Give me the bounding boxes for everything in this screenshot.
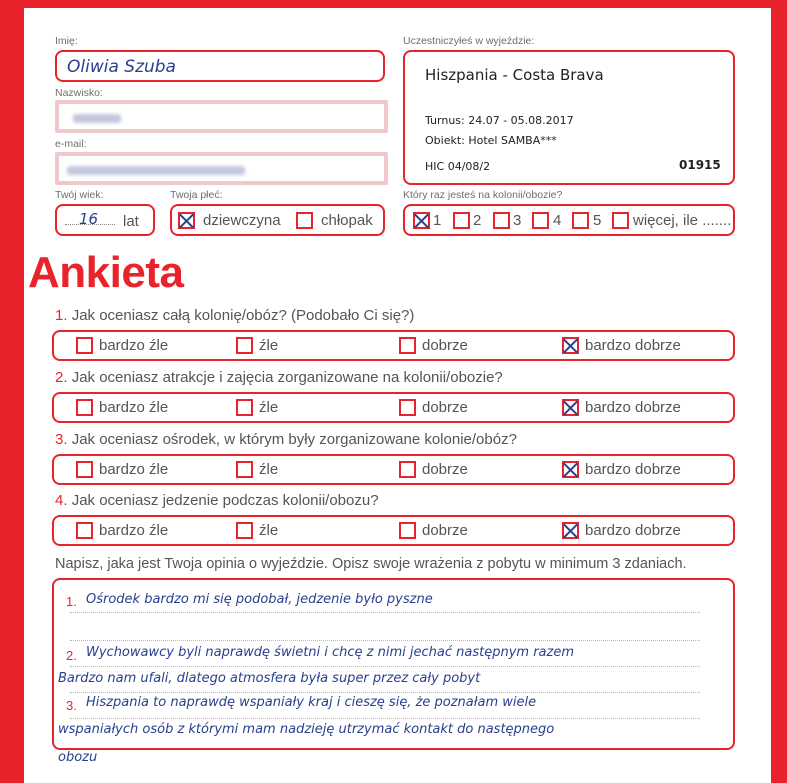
email-redacted [67,166,245,175]
first-name-label: Imię: [55,35,78,47]
question-1-option-1-label: bardzo źle [99,337,169,354]
opinion-number: 1. [66,594,77,609]
age-unit: lat [123,213,139,230]
question-4-text [55,492,379,509]
question-3-option-3-checkbox[interactable] [399,461,416,478]
question-3-answers [52,454,735,485]
question-number: 4. [55,492,68,509]
question-4-option-3-checkbox[interactable] [399,522,416,539]
frame-left [0,0,24,783]
gender-girl-label: dziewczyna [203,212,281,229]
surname-redacted [73,114,121,123]
question-label: Jak oceniasz atrakcje i zajęcia zorganizowane na kolonii/obozie? [71,369,503,386]
question-number: 3. [55,431,68,448]
question-1-option-4-label: bardzo dobrze [585,337,681,354]
question-1-option-4-checkbox[interactable] [562,337,579,354]
which-time-4-checkbox[interactable] [532,212,549,229]
question-3-option-3-label: dobrze [422,461,468,478]
trip-number: 01915 [679,158,721,172]
first-name-field[interactable] [55,50,385,82]
email-label: e-mail: [55,138,87,150]
which-time-1-label: 1 [433,212,442,229]
question-3-option-1-label: bardzo źle [99,461,169,478]
opinion-prompt: Napisz, jaka jest Twoja opinia o wyjeździe. Opisz swoje wrażenia z pobytu w minimum 3 zdaniach. [55,556,687,572]
question-2-option-1-label: bardzo źle [99,399,169,416]
question-1-option-3-label: dobrze [422,337,468,354]
question-4-option-2-label: źle [259,522,279,539]
which-time-1-checkbox[interactable] [413,212,430,229]
which-time-3-checkbox[interactable] [493,212,510,229]
which-time-2-label: 2 [473,212,482,229]
question-2-answers [52,392,735,423]
question-3-option-1-checkbox[interactable] [76,461,93,478]
first-name-value: Oliwia Szuba [67,57,176,77]
opinion-line: Hiszpania to naprawdę wspaniały kraj i cieszę się, że poznałam wiele [86,695,537,710]
opinion-line: Ośrodek bardzo mi się podobał, jedzenie było pyszne [86,592,433,607]
ruled-line [70,718,700,719]
question-3-option-2-checkbox[interactable] [236,461,253,478]
question-4-answers [52,515,735,546]
question-4-option-4-label: bardzo dobrze [585,522,681,539]
which-time-5-checkbox[interactable] [572,212,589,229]
question-1-option-1-checkbox[interactable] [76,337,93,354]
which-time-field [403,204,735,236]
age-field[interactable] [55,204,155,236]
surname-label: Nazwisko: [55,87,103,99]
question-4-option-3-label: dobrze [422,522,468,539]
question-4-option-1-label: bardzo źle [99,522,169,539]
ruled-line [70,692,700,693]
question-2-option-2-label: źle [259,399,279,416]
trip-box [403,50,735,185]
question-1-option-3-checkbox[interactable] [399,337,416,354]
question-label: Jak oceniasz całą kolonię/obóz? (Podobało Ci się?) [71,307,415,324]
which-time-3-label: 3 [513,212,522,229]
question-1-option-2-label: źle [259,337,279,354]
opinion-number: 3. [66,698,77,713]
question-label: Jak oceniasz ośrodek, w którym były zorganizowane kolonie/obóz? [71,431,517,448]
gender-field [170,204,385,236]
question-number: 1. [55,307,68,324]
age-label: Twój wiek: [55,189,104,201]
trip-code: HIC 04/08/2 [425,160,491,173]
question-2-text [55,369,503,386]
frame-right [771,0,787,783]
frame-top [0,0,787,8]
question-4-option-2-checkbox[interactable] [236,522,253,539]
gender-boy-label: chłopak [321,212,373,229]
question-2-option-2-checkbox[interactable] [236,399,253,416]
question-3-option-4-label: bardzo dobrze [585,461,681,478]
which-time-label: Który raz jesteś na kolonii/obozie? [403,189,563,201]
which-time-2-checkbox[interactable] [453,212,470,229]
which-time-more-checkbox[interactable] [612,212,629,229]
which-time-5-label: 5 [593,212,602,229]
gender-girl-checkbox[interactable] [178,212,195,229]
question-1-text [55,307,414,324]
question-3-option-4-checkbox[interactable] [562,461,579,478]
opinion-line: Bardzo nam ufali, dlatego atmosfera była super przez cały pobyt [58,671,481,686]
question-2-option-1-checkbox[interactable] [76,399,93,416]
question-number: 2. [55,369,68,386]
question-label: Jak oceniasz jedzenie podczas kolonii/obozu? [71,492,379,509]
ruled-line [70,666,700,667]
opinion-line: obozu [58,750,98,765]
age-value: 16 [79,210,99,228]
which-time-4-label: 4 [553,212,562,229]
gender-boy-checkbox[interactable] [296,212,313,229]
trip-obiekt: Obiekt: Hotel SAMBA*** [425,134,557,147]
question-2-option-3-label: dobrze [422,399,468,416]
ruled-line [70,640,700,641]
surname-field[interactable] [55,100,388,133]
participated-label: Uczestniczyłeś w wyjeździe: [403,35,535,47]
opinion-number: 2. [66,648,77,663]
email-field[interactable] [55,152,388,185]
ruled-line [70,612,700,613]
question-2-option-4-label: bardzo dobrze [585,399,681,416]
survey-title: Ankieta [28,248,184,297]
question-4-option-1-checkbox[interactable] [76,522,93,539]
opinion-line: wspaniałych osób z którymi mam nadzieję utrzymać kontakt do następnego [58,722,555,737]
question-3-text [55,431,517,448]
gender-label: Twoja płeć: [170,189,223,201]
question-3-option-2-label: źle [259,461,279,478]
question-2-option-3-checkbox[interactable] [399,399,416,416]
question-4-option-4-checkbox[interactable] [562,522,579,539]
opinion-line: Wychowawcy byli naprawdę świetni i chcę z nimi jechać następnym razem [86,645,574,660]
trip-turnus: Turnus: 24.07 - 05.08.2017 [425,114,574,127]
which-time-more-label: więcej, ile ....... [633,212,732,229]
trip-destination: Hiszpania - Costa Brava [425,66,604,84]
question-1-answers [52,330,735,361]
question-2-option-4-checkbox[interactable] [562,399,579,416]
question-1-option-2-checkbox[interactable] [236,337,253,354]
